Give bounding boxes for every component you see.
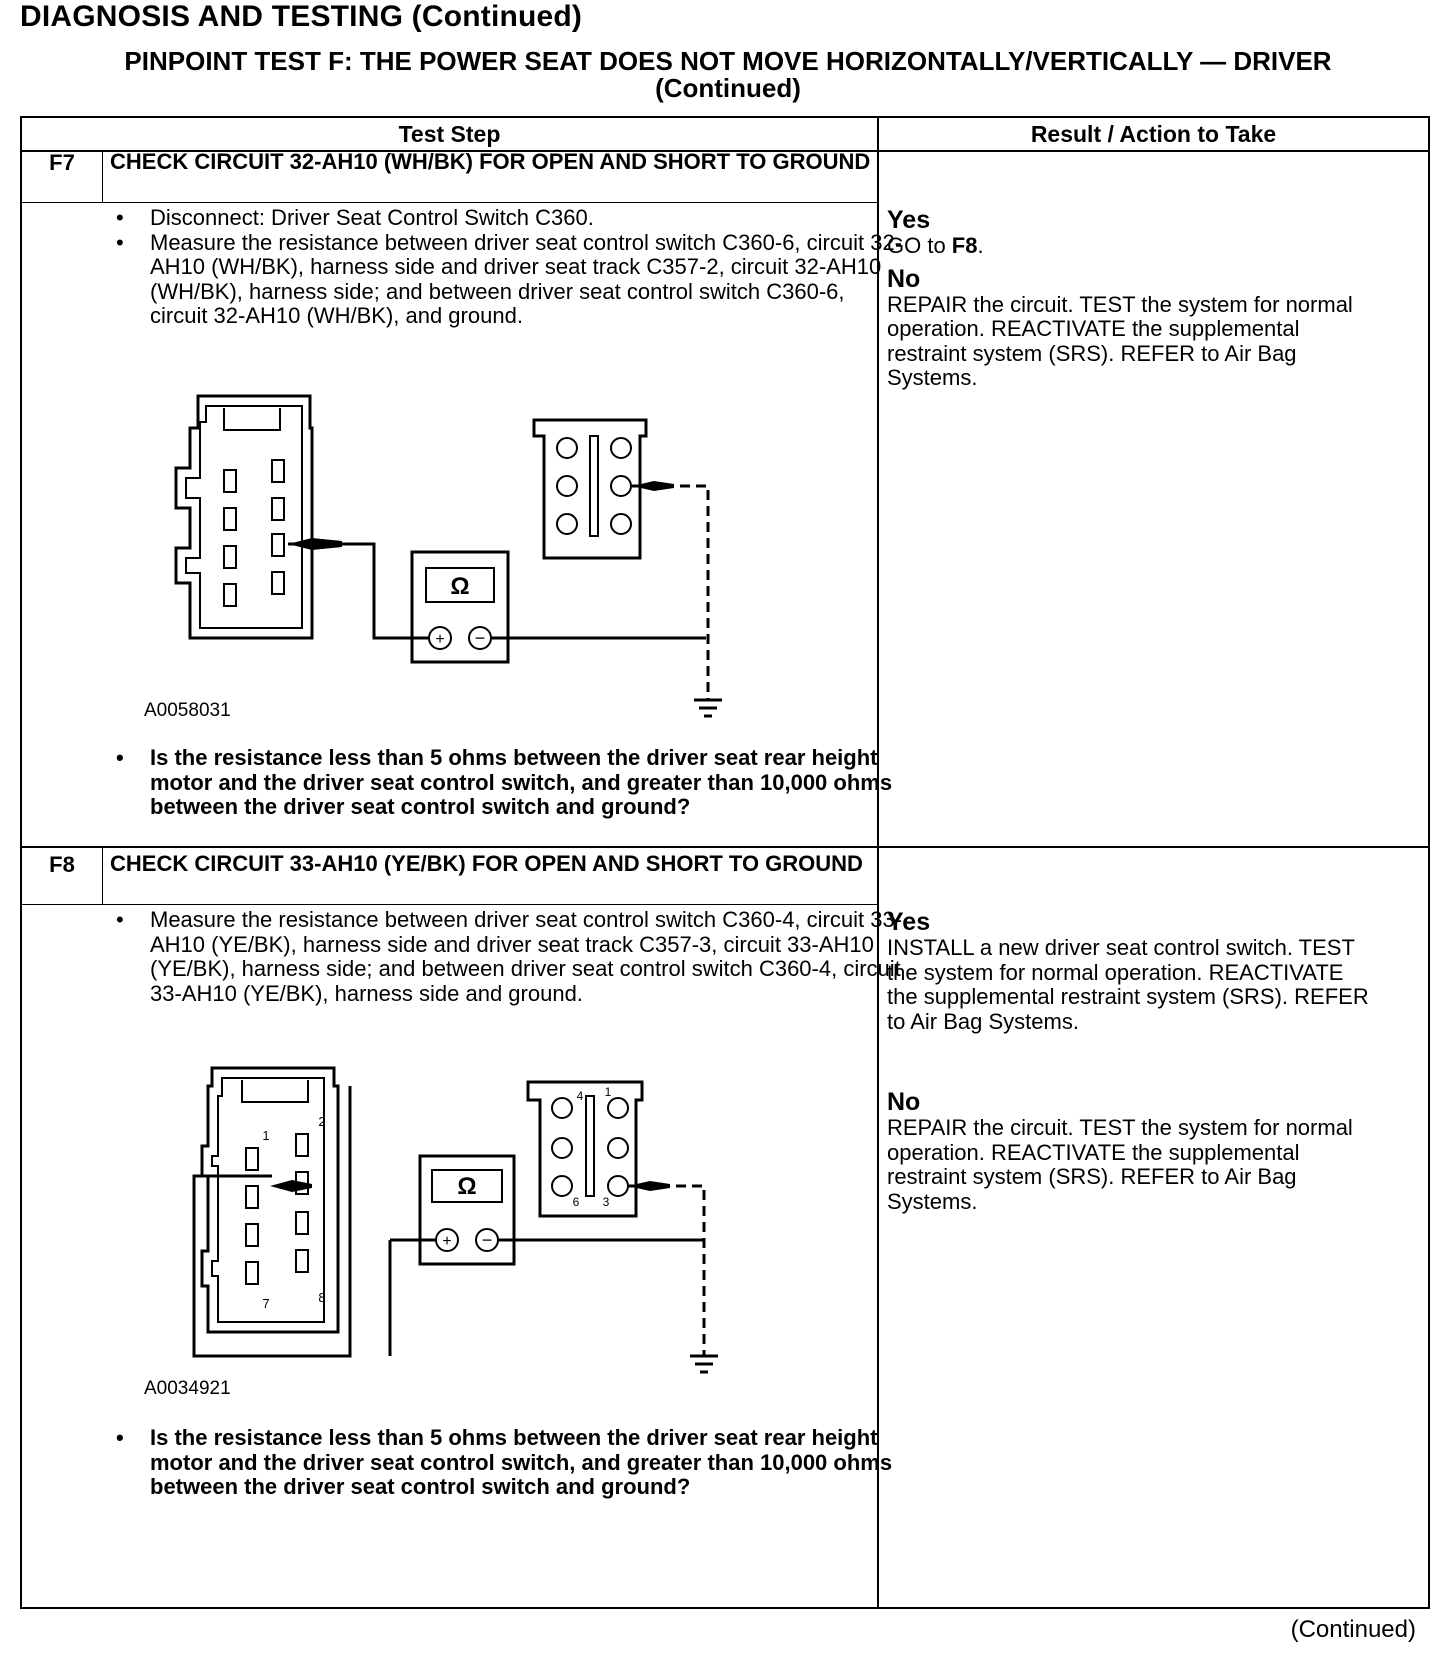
- yes-label: Yes: [887, 206, 931, 234]
- pin-label: 4: [576, 1089, 584, 1103]
- no-label: No: [887, 1088, 921, 1116]
- pin-cavity: [608, 1138, 628, 1158]
- yes-label: Yes: [887, 908, 931, 936]
- pin-cavity: [611, 514, 631, 534]
- step-id: F8: [49, 852, 75, 877]
- no-action: REPAIR the circuit. TEST the system for normal operation. REACTIVATE the supplemental restraint system (SRS). REFER to Air Bag Systems.: [887, 1115, 1353, 1214]
- minus-sign: −: [481, 1230, 493, 1250]
- pin-cavity: [611, 476, 631, 496]
- pin-label: 1: [262, 1128, 270, 1143]
- terminal: [272, 498, 284, 520]
- probe-tip: [270, 1180, 312, 1192]
- ohm-symbol: Ω: [457, 1173, 477, 1200]
- yes-action-suffix: .: [977, 233, 984, 258]
- plus-sign: +: [442, 1233, 452, 1250]
- yes-action-prefix: GO to: [887, 233, 952, 258]
- terminal: [224, 470, 236, 492]
- probe-tip: [288, 538, 342, 550]
- f7-title-divider: [22, 202, 878, 203]
- pinpoint-test-title-line1: PINPOINT TEST F: THE POWER SEAT DOES NOT MOVE HORIZONTALLY/VERTICALLY — DRIVER: [124, 46, 1332, 76]
- no-action: REPAIR the circuit. TEST the system for normal operation. REACTIVATE the supplemental restraint system (SRS). REFER to Air Bag Systems.: [887, 291, 1353, 390]
- connector-c357-bar: [590, 436, 598, 536]
- terminal: [272, 534, 284, 556]
- terminal: [296, 1212, 308, 1234]
- positive-lead: [288, 544, 429, 638]
- page-title: DIAGNOSIS AND TESTING (Continued): [20, 0, 583, 33]
- column-header-test-step: Test Step: [398, 121, 501, 147]
- ohm-symbol: Ω: [450, 573, 470, 600]
- probe-lead-dashed: [632, 486, 708, 700]
- connector-c360-latch: [224, 408, 280, 430]
- step-title: CHECK CIRCUIT 33-AH10 (YE/BK) FOR OPEN AND SHORT TO GROUND: [110, 851, 863, 876]
- connector-c360-latch: [242, 1080, 308, 1102]
- pinpoint-test-title-line2: (Continued): [655, 73, 801, 103]
- pin-cavity: [608, 1098, 628, 1118]
- step-id: F7: [49, 150, 75, 175]
- pin-cavity: [557, 514, 577, 534]
- step-question: [106, 1426, 906, 1500]
- result-f8: [887, 908, 1377, 1220]
- terminal: [246, 1186, 258, 1208]
- question-item: • Is the resistance less than 5 ohms between the driver seat rear height motor and the driver seat control switch, and greater than 10,000 ohms between the driver seat control switch and ground?: [106, 746, 906, 820]
- instruction-item: • Measure the resistance between driver seat control switch C360-4, circuit 33-AH10 (YE/BK), harness side and driver seat track C357-3, circuit 33-AH10 (YE/BK), harness side; and between driver seat control switch C360-4, circuit 33-AH10 (YE/BK), harness side and ground.: [106, 908, 906, 1006]
- terminal: [246, 1262, 258, 1284]
- pin-label: 8: [318, 1290, 326, 1305]
- pinpoint-test-table: [20, 116, 1430, 1609]
- step-title: CHECK CIRCUIT 32-AH10 (WH/BK) FOR OPEN AND SHORT TO GROUND: [110, 149, 871, 174]
- pin-cavity: [552, 1098, 572, 1118]
- ohmmeter-wiring-diagram: [162, 388, 722, 718]
- continued-footer: (Continued): [1290, 1616, 1416, 1643]
- figure-id: A0058031: [144, 700, 231, 721]
- pin-label: 1: [604, 1085, 612, 1099]
- terminal: [272, 572, 284, 594]
- question-item: • Is the resistance less than 5 ohms between the driver seat rear height motor and the driver seat control switch, and greater than 10,000 ohms between the driver seat control switch and ground?: [106, 1426, 906, 1500]
- terminal: [224, 508, 236, 530]
- pin-label: 2: [318, 1114, 326, 1129]
- ohmmeter-wiring-diagram: [162, 1066, 722, 1386]
- terminal: [224, 546, 236, 568]
- terminal: [246, 1148, 258, 1170]
- yes-action: [887, 234, 1377, 259]
- yes-action: INSTALL a new driver seat control switch. TEST the system for normal operation. REACTIVATE the supplemental restraint system (SRS). REFER to Air Bag Systems.: [887, 935, 1369, 1034]
- plus-sign: +: [435, 631, 445, 648]
- pin-cavity: [611, 438, 631, 458]
- terminal: [246, 1224, 258, 1246]
- step-question: [106, 746, 906, 820]
- pin-cavity: [552, 1176, 572, 1196]
- pin-cavity: [552, 1138, 572, 1158]
- pin-label: 3: [602, 1195, 610, 1209]
- figure-id: A0034921: [144, 1378, 231, 1399]
- pin-label: 7: [262, 1296, 270, 1311]
- terminal: [296, 1250, 308, 1272]
- ground-symbol: [690, 1356, 718, 1372]
- terminal: [296, 1134, 308, 1156]
- instruction-item: • Measure the resistance between driver seat control switch C360-6, circuit 32-AH10 (WH/BK), harness side and driver seat track C357-2, circuit 32-AH10 (WH/BK), harness side; and between driver seat control switch C360-6, circuit 32-AH10 (WH/BK), and ground.: [106, 231, 906, 329]
- column-header-result: Result / Action to Take: [1030, 121, 1277, 147]
- connector-c357-bar: [586, 1096, 594, 1196]
- step-instructions: [106, 206, 906, 329]
- connector-c360-inner: [212, 1078, 324, 1322]
- f8-id-divider: [102, 848, 103, 904]
- probe-lead-dashed: [628, 1186, 704, 1356]
- no-label: No: [887, 264, 921, 293]
- terminal: [272, 460, 284, 482]
- connector-c360-outline: [176, 396, 312, 638]
- terminal: [224, 584, 236, 606]
- step-instructions: [106, 908, 906, 1006]
- step-divider: [22, 846, 1428, 848]
- instruction-item: • Disconnect: Driver Seat Control Switch C360.: [106, 206, 906, 231]
- pin-cavity: [557, 438, 577, 458]
- pin-cavity: [608, 1176, 628, 1196]
- pin-label: 6: [572, 1195, 580, 1209]
- f8-title-divider: [22, 904, 878, 905]
- pin-cavity: [557, 476, 577, 496]
- probe-tip: [628, 1181, 670, 1191]
- minus-sign: −: [474, 628, 486, 648]
- ground-symbol: [694, 700, 722, 716]
- result-f7: [887, 206, 1377, 397]
- pinpoint-test-title: [20, 48, 1436, 102]
- f7-id-divider: [102, 152, 103, 202]
- goto-step-link[interactable]: F8: [951, 233, 978, 258]
- probe-tip: [632, 481, 674, 491]
